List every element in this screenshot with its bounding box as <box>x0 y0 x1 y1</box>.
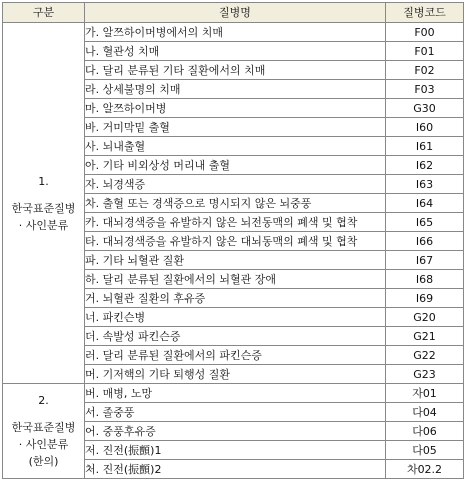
disease-name-cell: 버. 매병, 노망 <box>85 384 386 403</box>
disease-name-cell: 더. 속발성 파킨슨증 <box>85 327 386 346</box>
disease-name-cell: 파. 기타 뇌혈관 질환 <box>85 251 386 270</box>
table-body <box>3 23 464 479</box>
disease-name-cell: 다. 달리 분류된 기타 질환에서의 치매 <box>85 61 386 80</box>
disease-code-cell: 자01 <box>386 384 464 403</box>
category-label-line: · 사인분류 <box>18 218 69 232</box>
disease-name-cell: 라. 상세불명의 치매 <box>85 80 386 99</box>
disease-code-cell: G20 <box>386 308 464 327</box>
disease-code-cell: G22 <box>386 346 464 365</box>
disease-code-cell: G23 <box>386 365 464 384</box>
disease-code-cell: I66 <box>386 232 464 251</box>
disease-name-cell: 하. 달리 분류된 질환에서의 뇌혈관 장애 <box>85 270 386 289</box>
disease-name-cell: 머. 기저핵의 기타 퇴행성 질환 <box>85 365 386 384</box>
category-label-line: (한의) <box>28 455 59 468</box>
disease-name-cell: 차. 출혈 또는 경색증으로 명시되지 않은 뇌중풍 <box>85 194 386 213</box>
header-disease-name: 질병명 <box>85 3 386 23</box>
disease-code-cell: I60 <box>386 118 464 137</box>
disease-name-cell: 너. 파킨슨병 <box>85 308 386 327</box>
disease-code-table-container <box>2 2 464 479</box>
disease-code-cell: 다06 <box>386 422 464 441</box>
disease-name-cell: 가. 알쯔하이머병에서의 치매 <box>85 23 386 42</box>
table-row <box>3 384 464 403</box>
category-number: 2. <box>38 394 49 407</box>
disease-name-cell: 거. 뇌혈관 질환의 후유증 <box>85 289 386 308</box>
disease-code-cell: 다04 <box>386 403 464 422</box>
header-row <box>3 3 464 23</box>
disease-code-cell: I62 <box>386 156 464 175</box>
header-disease-code: 질병코드 <box>386 3 464 23</box>
category-cell <box>3 384 85 479</box>
category-label-line: 한국표준질병 <box>11 201 76 215</box>
disease-code-cell: G30 <box>386 99 464 118</box>
disease-code-cell: 다05 <box>386 441 464 460</box>
category-cell <box>3 23 85 384</box>
disease-code-cell: 차02.2 <box>386 460 464 479</box>
disease-name-cell: 아. 기타 비외상성 머리내 출혈 <box>85 156 386 175</box>
disease-code-cell: G21 <box>386 327 464 346</box>
disease-code-cell: I63 <box>386 175 464 194</box>
header-category: 구분 <box>3 3 85 23</box>
disease-name-cell: 저. 진전(振顫)1 <box>85 441 386 460</box>
disease-name-cell: 러. 달리 분류된 질환에서의 파킨슨증 <box>85 346 386 365</box>
disease-code-cell: I67 <box>386 251 464 270</box>
disease-code-cell: F03 <box>386 80 464 99</box>
disease-name-cell: 바. 거미막밑 출혈 <box>85 118 386 137</box>
disease-code-cell: F02 <box>386 61 464 80</box>
disease-code-cell: I65 <box>386 213 464 232</box>
disease-name-cell: 나. 혈관성 치매 <box>85 42 386 61</box>
category-number: 1. <box>38 174 49 188</box>
disease-name-cell: 사. 뇌내출혈 <box>85 137 386 156</box>
category-label-line: 한국표준질병 <box>11 421 76 434</box>
disease-code-cell: I61 <box>386 137 464 156</box>
disease-name-cell: 자. 뇌경색증 <box>85 175 386 194</box>
table-row <box>3 23 464 42</box>
disease-name-cell: 서. 졸중풍 <box>85 403 386 422</box>
disease-code-cell: F01 <box>386 42 464 61</box>
disease-name-cell: 어. 중풍후유증 <box>85 422 386 441</box>
disease-code-cell: I68 <box>386 270 464 289</box>
disease-code-cell: I64 <box>386 194 464 213</box>
disease-code-cell: F00 <box>386 23 464 42</box>
category-label-line: · 사인분류 <box>18 438 69 451</box>
disease-name-cell: 카. 대뇌경색증을 유발하지 않은 뇌전동맥의 폐색 및 협착 <box>85 213 386 232</box>
disease-code-table <box>2 2 464 479</box>
disease-code-cell: I69 <box>386 289 464 308</box>
disease-name-cell: 타. 대뇌경색증을 유발하지 않은 대뇌동맥의 폐색 및 협착 <box>85 232 386 251</box>
disease-name-cell: 처. 진전(振顫)2 <box>85 460 386 479</box>
disease-name-cell: 마. 알쯔하이머병 <box>85 99 386 118</box>
